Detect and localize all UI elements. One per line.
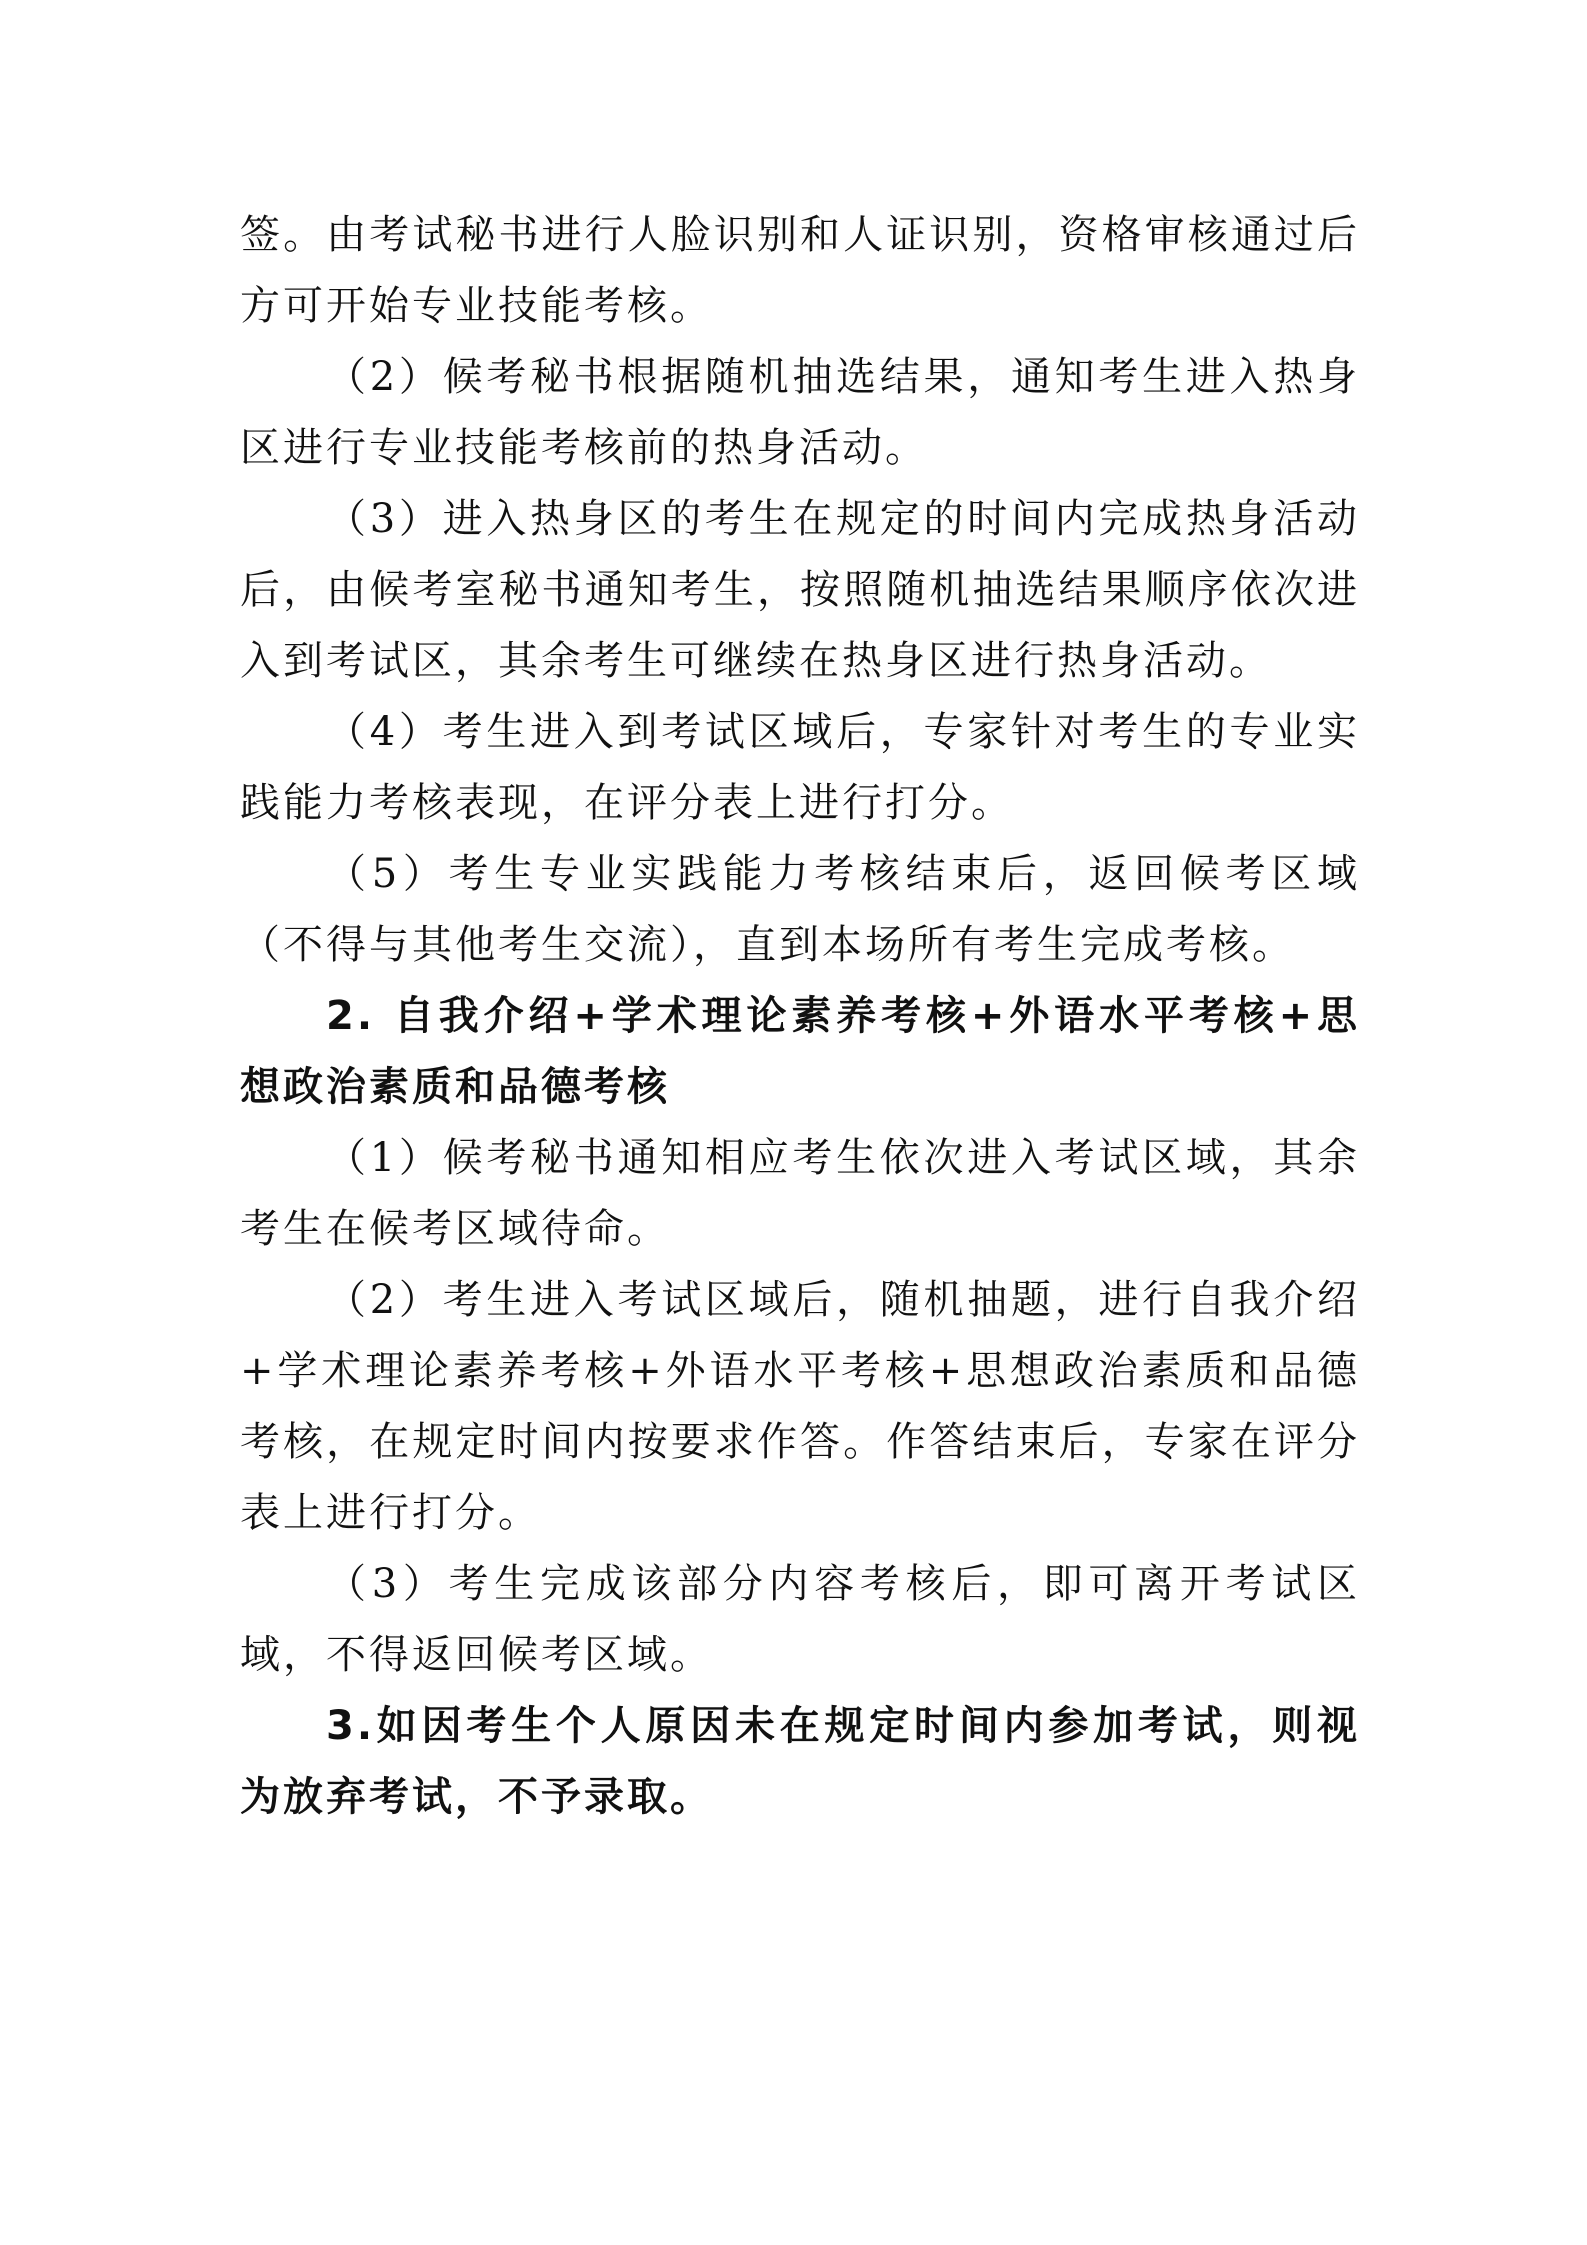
paragraph-section2-step-2: （2）考生进入考试区域后，随机抽题，进行自我介绍+学术理论素养考核+外语水平考核+思想政治素质和品德考核，在规定时间内按要求作答。作答结束后，专家在评分表上进行打分。 (240, 1277, 1360, 1536)
paragraph-section2-step-1: （1）候考秘书通知相应考生依次进入考试区域，其余考生在候考区域待命。 (240, 1135, 1360, 1252)
paragraph-step-5: （5）考生专业实践能力考核结束后，返回候考区域（不得与其他考生交流），直到本场所有考生完成考核。 (240, 851, 1360, 968)
section-heading-2: 2. 自我介绍+学术理论素养考核+外语水平考核+思想政治素质和品德考核 (240, 993, 1360, 1110)
paragraph-step-4: （4）考生进入到考试区域后，专家针对考生的专业实践能力考核表现，在评分表上进行打分。 (240, 709, 1360, 826)
paragraph-section2-step-3: （3）考生完成该部分内容考核后，即可离开考试区域，不得返回候考区域。 (240, 1561, 1360, 1678)
paragraph-step-3: （3）进入热身区的考生在规定的时间内完成热身活动后，由候考室秘书通知考生，按照随机抽选结果顺序依次进入到考试区，其余考生可继续在热身区进行热身活动。 (240, 496, 1360, 684)
paragraph-continuation: 签。由考试秘书进行人脸识别和人证识别，资格审核通过后方可开始专业技能考核。 (240, 212, 1360, 329)
paragraph-step-2: （2）候考秘书根据随机抽选结果，通知考生进入热身区进行专业技能考核前的热身活动。 (240, 354, 1360, 471)
section-heading-3: 3.如因考生个人原因未在规定时间内参加考试，则视为放弃考试，不予录取。 (240, 1703, 1360, 1820)
document-body (240, 200, 1360, 1833)
